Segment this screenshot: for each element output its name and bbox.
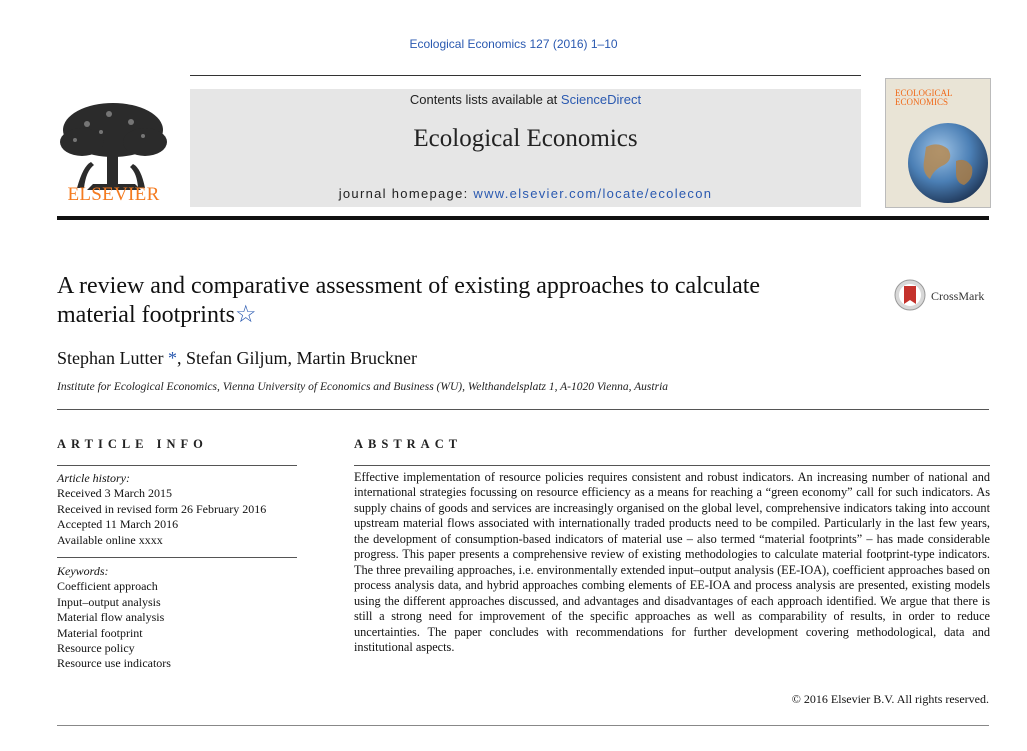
keywords-label: Keywords:	[57, 564, 109, 578]
footer-rule	[57, 725, 989, 726]
cover-title	[895, 89, 953, 107]
abstract-rule	[354, 465, 990, 466]
copyright-notice: © 2016 Elsevier B.V. All rights reserved.	[791, 692, 989, 706]
crossmark-icon[interactable]	[893, 278, 927, 312]
sciencedirect-link[interactable]: ScienceDirect	[560, 92, 642, 107]
abstract-text: Effective implementation of resource policies requires consistent and robust indicators. An increasing number of national and international strategies focussing on resource efficiency as a means for reaching a “green economy” call for such indicators. As supply chains of goods and services are increasingly organised on the global level, comprehensive indicators taking into account upstream material flows associated with internationally traded products need to be compiled. Particularly in the last few years, the development of consumption-based indicators of material use – also termed “material footprints” – has made considerable progress. This paper presents a comprehensive review of existing methodologies to calculate material footprint-type indicators. The three prevailing approaches, i.e. environmentally extended input–output analysis (EE-IOA), coefficient approaches based on process analysis data, and hybrid approaches combing elements of EE-IOA and process analysis are presented, existing models using the different approaches discussed, and advantages and disadvantages of each approach identified. We argue that there is still a strong need for improvement of the specific approaches as well as comparability of results, in order to reduce uncertainties. The paper concludes with recommendations for further development covering methodological, data and institutional aspects.	[354, 470, 990, 654]
article-title-line1: A review and comparative assessment of existing approaches to calculate	[57, 273, 761, 299]
history-label: Article history:	[57, 471, 130, 485]
keywords-rule	[57, 557, 297, 558]
article-title-line2: material footprints	[57, 302, 235, 328]
history-accepted: Accepted 11 March 2016	[57, 517, 179, 532]
history-received: Received 3 March 2015	[57, 486, 172, 501]
contents-line	[190, 92, 861, 107]
article-info-heading: ARTICLE INFO	[57, 437, 208, 451]
history-online: Available online xxxx	[57, 532, 163, 547]
affiliation: Institute for Ecological Economics, Vienna University of Economics and Business (WU), Welthandelsplatz 1, A-1020 Vienna, Austria	[57, 381, 669, 393]
article-title	[57, 272, 857, 330]
keyword-item: Resource use indicators	[57, 656, 171, 671]
title-divider	[57, 409, 989, 410]
authors-line	[57, 348, 417, 369]
header-rule	[190, 75, 861, 76]
journal-homepage	[190, 186, 861, 201]
homepage-prefix: journal homepage:	[338, 186, 474, 201]
elsevier-wordmark[interactable]: ELSEVIER	[67, 184, 160, 205]
keyword-item: Input–output analysis	[57, 594, 161, 609]
keyword-item: Resource policy	[57, 641, 135, 656]
corresponding-author-asterisk[interactable]: *	[167, 348, 177, 368]
keyword-item: Material footprint	[57, 625, 143, 640]
author-others[interactable]: , Stefan Giljum, Martin Bruckner	[176, 348, 417, 368]
abstract-heading: ABSTRACT	[354, 437, 463, 451]
author-lutter[interactable]: Stephan Lutter	[57, 348, 168, 368]
header-thick-rule	[57, 216, 989, 220]
cover-title-line1: ECOLOGICAL	[895, 88, 953, 98]
homepage-link[interactable]: www.elsevier.com/locate/ecolecon	[473, 186, 713, 201]
keyword-item: Coefficient approach	[57, 579, 158, 594]
journal-cover-thumbnail[interactable]	[885, 78, 991, 208]
journal-masthead	[190, 89, 861, 207]
cover-globe-image	[904, 121, 988, 205]
title-footnote-star[interactable]: ☆	[234, 302, 257, 328]
article-info-rule	[57, 465, 297, 466]
crossmark-label[interactable]: CrossMark	[931, 289, 985, 303]
journal-citation[interactable]: Ecological Economics 127 (2016) 1–10	[409, 37, 618, 51]
keywords-block	[57, 564, 307, 672]
cover-title-line2: ECONOMICS	[895, 97, 949, 107]
journal-title: Ecological Economics	[413, 125, 638, 152]
keyword-item: Material flow analysis	[57, 610, 165, 625]
history-revised: Received in revised form 26 February 2016	[57, 501, 267, 516]
contents-prefix: Contents lists available at	[409, 92, 561, 107]
article-history	[57, 471, 307, 548]
